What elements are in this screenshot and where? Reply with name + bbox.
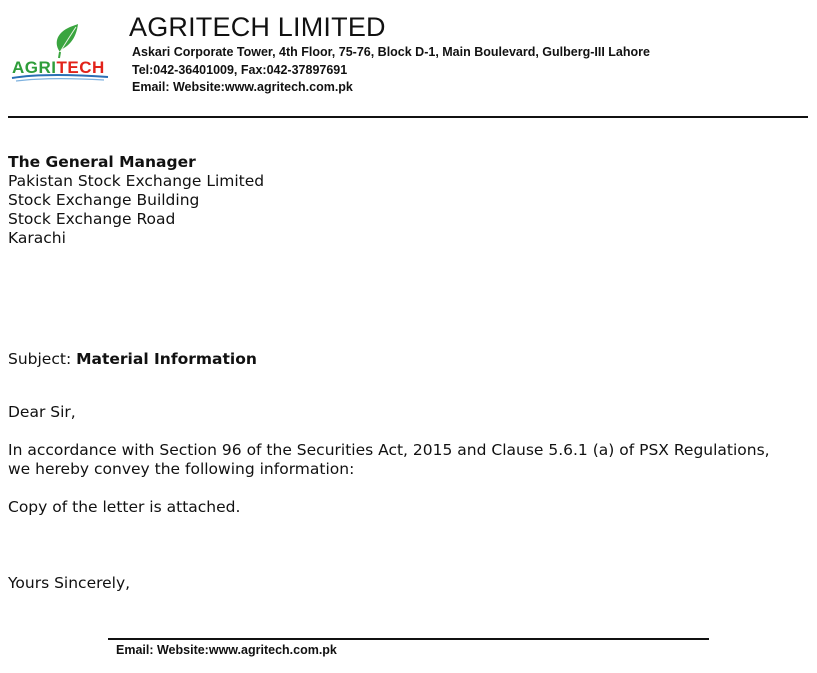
agritech-logo-graphic [10, 22, 114, 84]
subject-line [8, 350, 257, 369]
footer-divider [108, 638, 709, 640]
wave-icon-secondary [16, 79, 104, 81]
subject-value: Material Information [76, 350, 257, 368]
addressee-line: Karachi [8, 229, 66, 247]
attachment-note: Copy of the letter is attached. [8, 498, 241, 516]
company-name: AGRITECH LIMITED [129, 12, 386, 42]
company-email-website: Email: Website:www.agritech.com.pk [132, 80, 353, 94]
addressee-title: The General Manager [8, 153, 196, 171]
letter-paragraph [8, 441, 770, 479]
company-address: Askari Corporate Tower, 4th Floor, 75-76, Block D-1, Main Boulevard, Gulberg-III Lahore [132, 45, 650, 59]
company-logo [10, 22, 114, 84]
footer-email-website: Email: Website:www.agritech.com.pk [116, 643, 337, 657]
header-divider [8, 116, 808, 118]
paragraph-line: we hereby convey the following information: [8, 460, 355, 478]
logo-agri-text: AGRI [12, 58, 57, 77]
addressee-block [8, 153, 264, 248]
closing: Yours Sincerely, [8, 574, 131, 592]
addressee-line: Pakistan Stock Exchange Limited [8, 172, 265, 190]
salutation: Dear Sir, [8, 403, 76, 421]
addressee-line: Stock Exchange Road [8, 210, 176, 228]
company-phone-fax: Tel:042-36401009, Fax:042-37897691 [132, 63, 348, 77]
subject-label: Subject: [8, 350, 77, 368]
addressee-line: Stock Exchange Building [8, 191, 200, 209]
logo-tech-text: TECH [56, 58, 105, 77]
paragraph-line: In accordance with Section 96 of the Securities Act, 2015 and Clause 5.6.1 (a) of PSX Regulations, [8, 441, 770, 459]
